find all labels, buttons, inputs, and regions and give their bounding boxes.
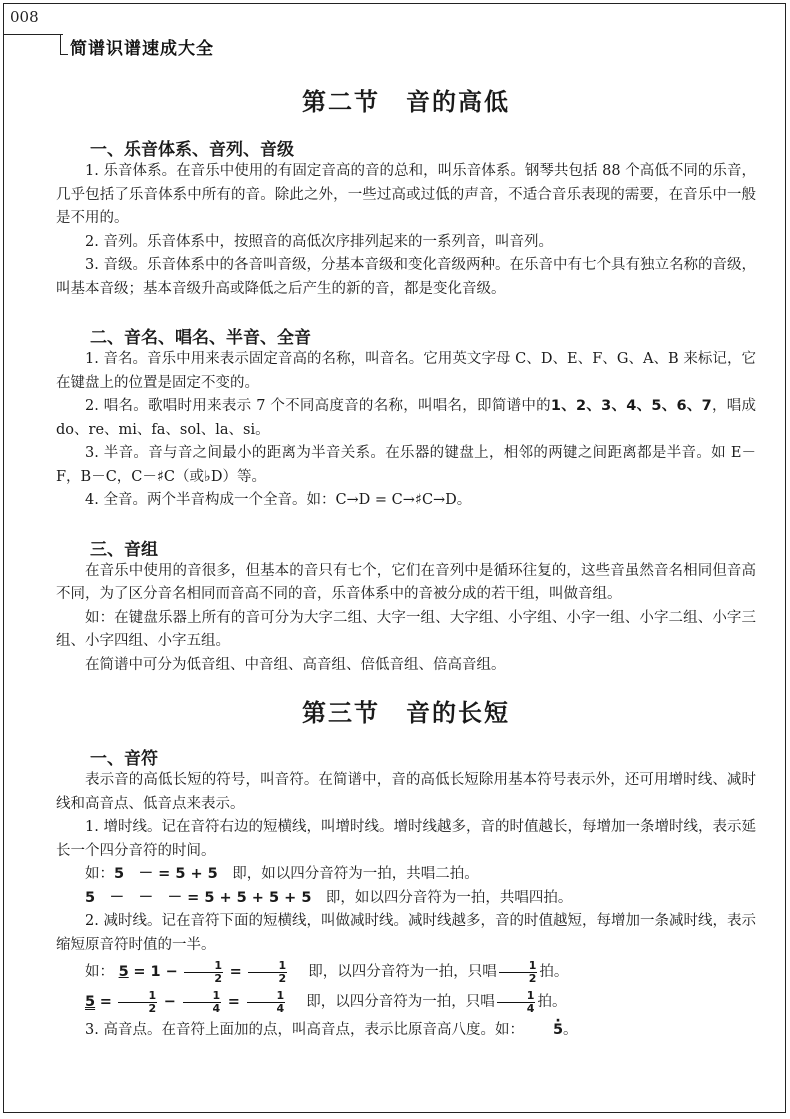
fraction-denominator: 4 bbox=[526, 1001, 535, 1015]
text-run: 如： bbox=[85, 866, 114, 882]
paragraph: 表示音的高低长短的符号，叫音符。在简谱中，音的高低长短除用基本符号表示外，还可用增时线、减时线和高音点、低音点来表示。 bbox=[56, 772, 756, 812]
notation-example: 5 － = 5 + 5 bbox=[114, 866, 218, 882]
text-run: 即，以四分音符为一拍，只唱 bbox=[293, 964, 497, 980]
text-run: 即，如以四分音符为一拍，共唱四拍。 bbox=[311, 889, 573, 906]
header-tick bbox=[60, 34, 61, 54]
section-title: 第三节 音的长短 bbox=[302, 698, 510, 727]
fraction bbox=[499, 960, 538, 985]
page-content bbox=[56, 82, 756, 1043]
example-line bbox=[56, 863, 756, 887]
book-title: 简谱识谱速成大全 bbox=[70, 39, 214, 59]
example-line bbox=[56, 887, 756, 911]
text-run: 如： bbox=[85, 964, 114, 980]
notation-eq: = bbox=[229, 964, 242, 980]
example-line bbox=[56, 987, 756, 1017]
sixteenth-note: 5 bbox=[85, 994, 96, 1010]
paragraph: 在音乐中使用的音很多，但基本的音只有七个，它们在音列中是循环往复的，这些音虽然音名相同但音高不同，为了区分音名相同而音高不同的音，乐音体系中的音被分成的若干组，叫做音组。 bbox=[56, 562, 756, 602]
paragraph: 1. 音名。音乐中用来表示固定音高的名称，叫音名。它用英文字母 C、D、E、F、G、A、B 来标记，它在键盘上的位置是固定不变的。 bbox=[56, 351, 756, 391]
subsection-heading: 二、音名、唱名、半音、全音 bbox=[90, 328, 311, 348]
paragraph bbox=[56, 1019, 756, 1043]
paragraph: 2. 音列。乐音体系中，按照音的高低次序排列起来的一系列音，叫音列。 bbox=[85, 233, 553, 250]
high-note: · 5 bbox=[524, 1019, 563, 1043]
text-run: ，唱成 do、re、mi、fa、sol、la、si。 bbox=[56, 398, 756, 438]
fraction-numerator: 1 bbox=[247, 990, 286, 1003]
text-run: 即，如以四分音符为一拍，共唱二拍。 bbox=[217, 866, 479, 882]
fraction-numerator: 1 bbox=[499, 960, 538, 973]
eighth-note: 5 bbox=[118, 964, 129, 980]
text-run: 。 bbox=[563, 1022, 578, 1038]
paragraph: 4. 全音。两个半音构成一个全音。如：C→D = C→♯C→D。 bbox=[85, 492, 472, 508]
subsection-heading: 一、乐音体系、音列、音级 bbox=[90, 140, 294, 160]
paragraph: 1. 乐音体系。在音乐中使用的有固定音高的音的总和，叫乐音体系。钢琴共包括 88 个高低不同的乐音，几乎包括了乐音体系中所有的音。除此之外，一些过高或过低的声音，不适合音乐表现的需要，在音乐中一般是不用的。 bbox=[56, 163, 756, 226]
notation-eq: = 1 − bbox=[133, 964, 178, 980]
subsection-heading: 一、音符 bbox=[90, 749, 158, 769]
notation-minus: − bbox=[163, 994, 176, 1010]
fraction bbox=[247, 990, 286, 1015]
header-tick-foot bbox=[60, 54, 68, 55]
text-run: 3. 高音点。在音符上面加的点，叫高音点，表示比原音高八度。如： bbox=[85, 1022, 524, 1038]
header-rule bbox=[3, 34, 63, 35]
fraction bbox=[248, 960, 287, 985]
notation-eq: = bbox=[99, 994, 112, 1010]
fraction bbox=[184, 960, 223, 985]
paragraph: 3. 音级。乐音体系中的各音叫音级，分基本音级和变化音级两种。在乐音中有七个具有独立名称的音级，叫基本音级；基本音级升高或降低之后产生的新的音，都是变化音级。 bbox=[56, 257, 756, 297]
fraction bbox=[118, 990, 157, 1015]
paragraph bbox=[56, 395, 756, 442]
paragraph: 在简谱中可分为低音组、中音组、高音组、倍低音组、倍高音组。 bbox=[85, 656, 506, 673]
notation-example: 5 － － － = 5 + 5 + 5 + 5 bbox=[85, 889, 312, 906]
paragraph: 1. 增时线。记在音符右边的短横线，叫增时线。增时线越多，音的时值越长，每增加一条增时线，表示延长一个四分音符的时间。 bbox=[56, 819, 756, 859]
paragraph: 3. 半音。音与音之间最小的距离为半音关系。在乐器的键盘上，相邻的两键之间距离都是半音。如 E－F，B－C，C－♯C（或♭D）等。 bbox=[56, 445, 756, 485]
section-title: 第二节 音的高低 bbox=[302, 87, 510, 116]
paragraph: 2. 减时线。记在音符下面的短横线，叫做减时线。减时线越多，音的时值越短，每增加一条减时线，表示缩短原音符时值的一半。 bbox=[56, 913, 756, 953]
fraction-denominator: 2 bbox=[528, 971, 537, 985]
fraction-denominator: 4 bbox=[212, 1001, 221, 1015]
text-run: 拍。 bbox=[537, 994, 567, 1010]
fraction-denominator: 2 bbox=[148, 1001, 157, 1015]
fraction-denominator: 2 bbox=[278, 971, 287, 985]
text-run: 即，以四分音符为一拍，只唱 bbox=[291, 994, 495, 1010]
text-run: 2. 唱名。歌唱时用来表示 7 个不同高度音的名称，叫唱名，即简谱中的 bbox=[85, 398, 551, 414]
fraction-numerator: 1 bbox=[183, 990, 222, 1003]
fraction bbox=[183, 990, 222, 1015]
solfege-numbers: 1、2、3、4、5、6、7 bbox=[550, 398, 712, 414]
notation-eq: = bbox=[227, 994, 240, 1010]
fraction-denominator: 4 bbox=[276, 1001, 285, 1015]
fraction-numerator: 1 bbox=[118, 990, 157, 1003]
subsection-heading: 三、音组 bbox=[90, 539, 158, 560]
fraction-numerator: 1 bbox=[248, 960, 287, 973]
page-number: 008 bbox=[10, 8, 39, 26]
fraction-numerator: 1 bbox=[497, 990, 536, 1003]
example-line bbox=[56, 957, 756, 987]
fraction-numerator: 1 bbox=[184, 960, 223, 973]
paragraph: 如：在键盘乐器上所有的音可分为大字二组、大字一组、大字组、小字组、小字一组、小字二组、小字三组、小字四组、小字五组。 bbox=[56, 609, 756, 649]
fraction-denominator: 2 bbox=[214, 971, 223, 985]
text-run: 拍。 bbox=[539, 964, 569, 980]
